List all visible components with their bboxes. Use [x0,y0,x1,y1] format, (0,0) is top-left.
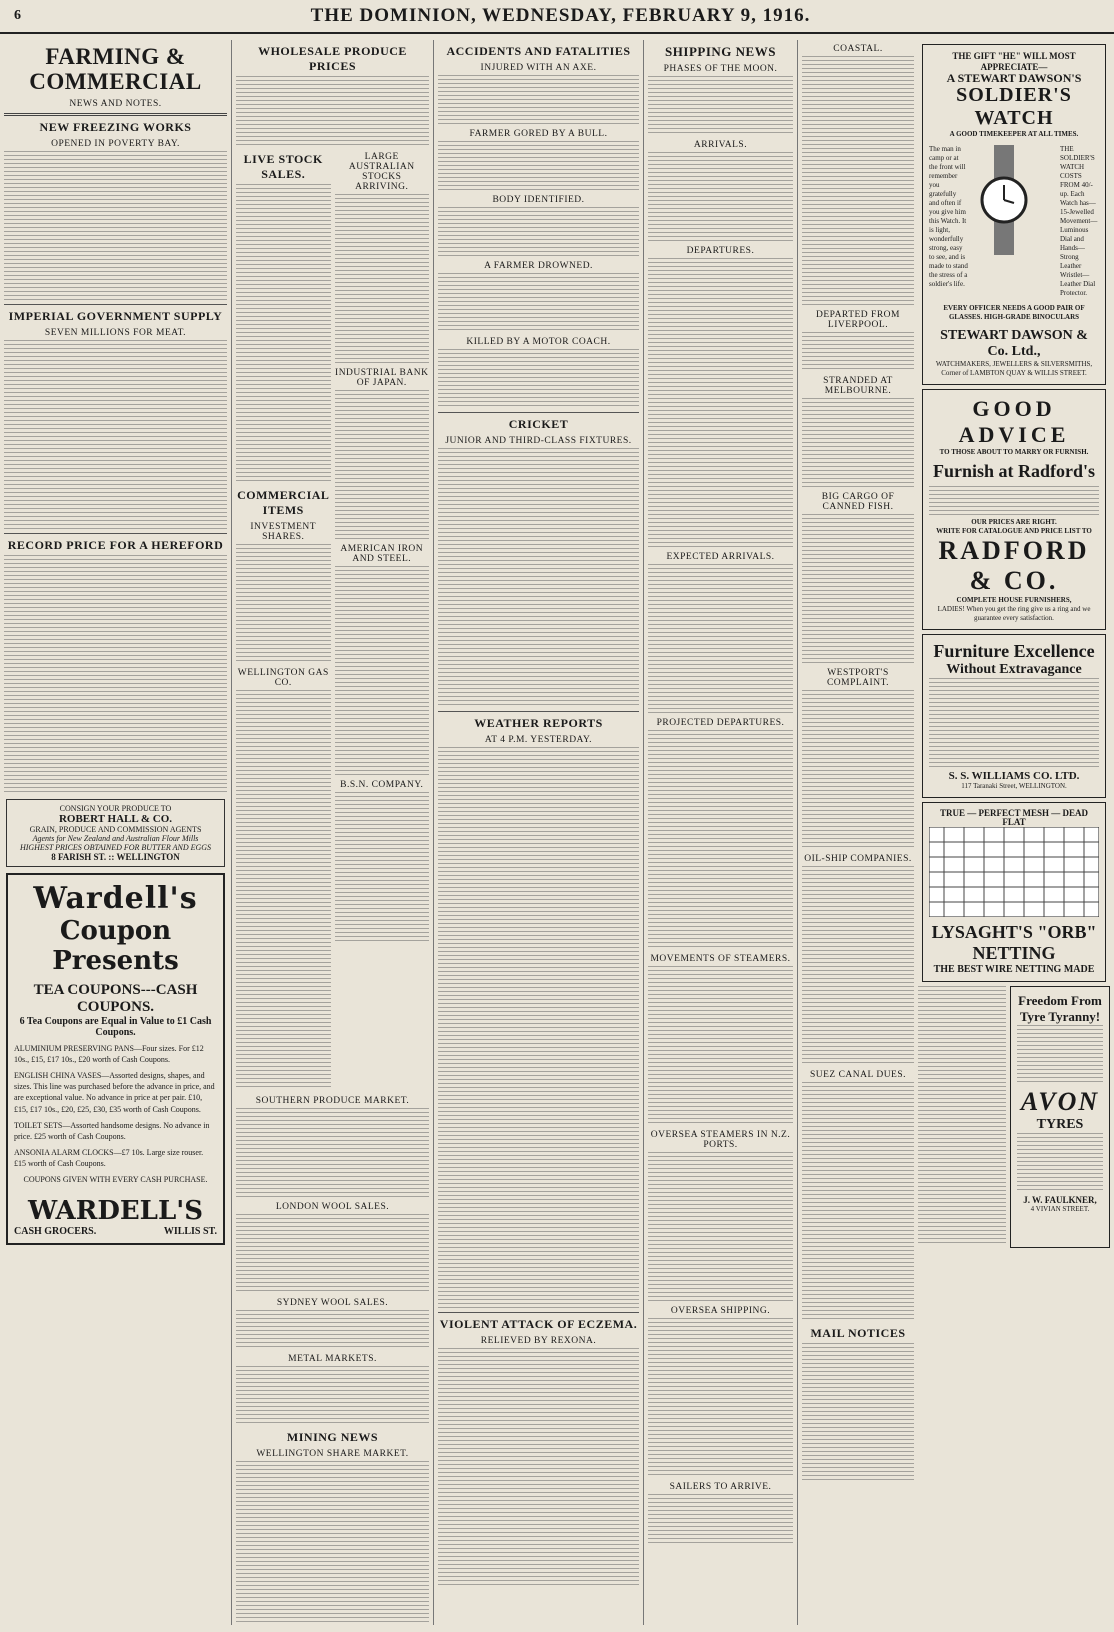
ad-text: THE SOLDIER'S WATCH COSTS FROM 40/- up. Each Watch has—15-Jewelled Movement—Luminous Dial and Hands—Strong Leather Wristlet—Leather Dial Protector. [1060,145,1098,297]
article-heading: SHIPPING NEWS [665,44,776,59]
article-body [236,184,331,484]
ad-text: GRAIN, PRODUCE AND COMMISSION AGENTS [29,824,202,834]
article-subheading: AMERICAN IRON AND STEEL. [340,544,424,564]
article-heading: COMMERCIAL ITEMS [237,488,330,517]
article-heading: VIOLENT ATTACK OF ECZEMA. [439,1317,638,1331]
article-subheading: INJURED WITH AN AXE. [480,63,597,73]
article-subheading: LONDON WOOL SALES. [275,1202,390,1212]
article-body [236,1366,429,1426]
article-body [648,1152,793,1302]
ad-wardells [6,873,225,1245]
ad-robert-hall [6,799,225,867]
article-subheading: PHASES OF THE MOON. [663,64,778,74]
article-body [802,514,914,664]
ad-body [929,486,1099,516]
ad-body [1017,1025,1103,1085]
article-subheading: FARMER GORED BY A BULL. [469,129,608,139]
ad-tag: Freedom From Tyre Tyranny! [1018,993,1102,1024]
article-body [648,966,793,1126]
article-body [802,866,914,1066]
ad-brand: AVON [1020,1087,1100,1116]
ad-title: Furniture Excellence [933,641,1095,661]
ad-footer-left: CASH GROCERS. [14,1225,97,1237]
netting-illustration [929,827,1099,917]
article-body [802,1343,914,1483]
article-body [648,152,793,242]
ad-avon [1010,986,1110,1248]
article-body [438,349,639,409]
article-subheading: OPENED IN POVERTY BAY. [51,138,180,149]
article-body [438,273,639,333]
ad-headline: Furnish at Radford's [932,461,1096,481]
ad-text: 6 Tea Coupons are Equal in Value to £1 Cash Coupons. [19,1015,212,1038]
ad-text: COMPLETE HOUSE FURNISHERS, [956,596,1072,604]
ad-sub: Without Extravagance [946,662,1082,677]
article-subheading: PROJECTED DEPARTURES. [656,718,785,728]
article-subheading: B.S.N. COMPANY. [340,780,424,790]
ad-footer-right: WILLIS ST. [163,1225,217,1237]
article-heading: CRICKET [508,417,569,431]
article-body [802,56,914,306]
article-body [438,1079,639,1309]
article-body [438,75,639,125]
ad-headline: Coupon Presents [52,915,179,976]
article-subheading: COASTAL. [833,44,883,54]
ad-text: The man in camp or at the front will remember you gratefully and often if you give him this Watch. It is light, wonderfully strong, easy to see, and is made to stand the stress of a soldier's life. [929,145,968,288]
article-heading: WHOLESALE PRODUCE PRICES [258,44,407,73]
article-body [648,1494,793,1544]
article-heading: LIVE STOCK SALES. [243,152,323,181]
article-subheading: STRANDED AT MELBOURNE. [823,376,893,396]
article-subheading: KILLED BY A MOTOR COACH. [466,337,611,347]
article-subheading: SOUTHERN PRODUCE MARKET. [255,1096,410,1106]
article-subheading: MOVEMENTS OF STEAMERS. [650,954,791,964]
article-body [918,986,1006,1246]
article-subheading: WELLINGTON SHARE MARKET. [256,1449,409,1459]
article-body [802,398,914,488]
article-subheading: INDUSTRIAL BANK OF JAPAN. [335,368,429,388]
article-body [236,690,331,1090]
article-subheading: AT 4 P.M. YESTERDAY. [484,735,593,745]
article-body [802,332,914,372]
article-subheading: LARGE AUSTRALIAN STOCKS ARRIVING. [348,152,415,192]
ad-sub: A STEWART DAWSON'S [946,71,1082,85]
article-subheading: INVESTMENT SHARES. [250,522,317,542]
ad-firm: STEWART DAWSON & Co. Ltd., [940,328,1088,359]
article-body [335,792,430,942]
ad-lysaght [922,802,1106,982]
article-body [648,730,793,950]
ad-tag: TRUE — PERFECT MESH — DEAD FLAT [939,808,1089,827]
page-number: 6 [14,8,21,23]
ad-sub: TO THOSE ABOUT TO MARRY OR FURNISH. [939,448,1089,456]
article-subheading: ARRIVALS. [693,140,748,150]
article-body [236,1461,429,1625]
article-body [438,1348,639,1588]
article-heading: MINING NEWS [286,1430,379,1444]
ad-item: ENGLISH CHINA VASES—Assorted designs, shapes, and sizes. This line was purchased before the advance in price, and are exceptional value. No advance in price at per pair. £10, £15, £17 10s., £20, £25, £30, £35 worth of Cash Coupons. [14,1070,215,1114]
article-subheading: A FARMER DROWNED. [484,261,593,271]
article-body [648,1318,793,1478]
ad-tag: THE GIFT "HE" WILL MOST APPRECIATE— [952,51,1076,72]
article-body [438,141,639,191]
article-heading: RECORD PRICE FOR A HEREFORD [7,537,224,552]
section-banner: FARMING & COMMERCIAL [29,44,202,95]
ad-address: 4 VIVIAN STREET. [1030,1205,1090,1213]
ad-footer-brand: WARDELL'S [28,1195,203,1226]
ad-address: 117 Taranaki Street, WELLINGTON. [961,782,1067,790]
ad-firm: J. W. FAULKNER, [1023,1195,1097,1205]
article-body [335,566,430,776]
ad-sub: THE BEST WIRE NETTING MADE [933,964,1095,975]
article-heading: MAIL NOTICES [810,1326,906,1340]
article-subheading: JUNIOR AND THIRD-CLASS FIXTURES. [445,436,632,446]
article-subheading: BODY IDENTIFIED. [492,195,585,205]
article-subheading: RELIEVED BY REXONA. [480,1336,597,1346]
article-body [236,544,331,664]
ad-firm: RADFORD & CO. [938,536,1090,595]
article-body [4,340,227,530]
article-subheading: METAL MARKETS. [288,1354,377,1364]
ad-firm: S. S. WILLIAMS CO. LTD. [948,770,1080,782]
ad-furniture [922,634,1106,798]
ad-text: WRITE FOR CATALOGUE AND PRICE LIST TO [936,527,1092,535]
article-body [802,1082,914,1322]
ad-item: ALUMINIUM PRESERVING PANS—Four sizes. For £12 10s., £15, £17 10s., £20 worth of Cash Coupons. [14,1043,204,1064]
column-farming [0,40,232,1625]
ad-text: EVERY OFFICER NEEDS A GOOD PAIR OF GLASSES. HIGH-GRADE BINOCULARS [943,304,1085,321]
ad-text: HIGHEST PRICES OBTAINED FOR BUTTER AND EGGS [19,842,212,852]
article-body [335,390,430,540]
article-body [438,207,639,257]
ad-tagline: A GOOD TIMEKEEPER AT ALL TIMES. [949,130,1079,138]
article-body [335,194,430,364]
article-body [4,151,227,301]
ad-text: LADIES! When you get the ring give us a ring and we guarantee every satisfaction. [937,605,1091,622]
article-subheading: OVERSEA STEAMERS IN N.Z. PORTS. [650,1130,791,1150]
article-subheading: EXPECTED ARRIVALS. [666,552,775,562]
article-subheading: DEPARTED FROM LIVERPOOL. [816,310,900,330]
ad-subheadline: TEA COUPONS---CASH COUPONS. [33,981,198,1015]
article-body [236,1214,429,1294]
column-shipping [644,40,798,1625]
ad-text: Agents for New Zealand and Australian Flour Mills [32,833,199,843]
ad-item: TOILET SETS—Assorted handsome designs. No advance in price. £25 worth of Cash Coupons. [14,1120,210,1141]
ad-text: CONSIGN YOUR PRODUCE TO [59,803,172,813]
column-commercial [232,40,434,1625]
watch-illustration [974,145,1054,298]
column-ads [798,40,1114,1625]
ad-text: OUR PRICES ARE RIGHT. [971,518,1057,526]
article-subheading: WESTPORT'S COMPLAINT. [826,668,890,688]
ad-address: WATCHMAKERS, JEWELLERS & SILVERSMITHS, Corner of LAMBTON QUAY & WILLIS STREET. [935,360,1093,377]
article-heading: IMPERIAL GOVERNMENT SUPPLY [8,308,223,323]
ad-stewart-dawson [922,44,1106,385]
article-heading: ACCIDENTS AND FATALITIES [446,44,631,58]
ad-radford [922,389,1106,630]
ad-brand: Wardell's [33,880,198,916]
ad-firm: ROBERT HALL & CO. [58,812,173,825]
article-subheading: BIG CARGO OF CANNED FISH. [821,492,895,512]
article-body [438,448,639,708]
article-body [648,564,793,714]
article-subheading: SYDNEY WOOL SALES. [276,1298,389,1308]
ad-address: 8 FARISH ST. :: WELLINGTON [51,851,180,862]
article-subheading: SUEZ CANAL DUES. [809,1070,907,1080]
ad-title: GOOD ADVICE [958,396,1070,447]
article-subheading: DEPARTURES. [686,246,755,256]
newspaper-title: THE DOMINION, WEDNESDAY, FEBRUARY 9, 1916. [310,5,811,26]
column-accidents [434,40,644,1625]
article-body [648,258,793,548]
article-body [236,1108,429,1198]
ad-body [1017,1133,1103,1193]
masthead [0,0,1114,34]
article-subheading: OVERSEA SHIPPING. [670,1306,771,1316]
article-subheading: SEVEN MILLIONS FOR MEAT. [44,327,187,338]
article-subheading: WELLINGTON GAS CO. [237,668,329,688]
article-heading: WEATHER REPORTS [474,716,603,730]
ad-item: COUPONS GIVEN WITH EVERY CASH PURCHASE. [23,1175,208,1185]
ad-body [929,678,1099,768]
ad-sub: TYRES [1036,1117,1084,1132]
article-body [438,747,639,1077]
article-body [236,76,429,146]
section-banner-sub: NEWS AND NOTES. [69,98,162,109]
article-body [802,690,914,850]
ad-item: ANSONIA ALARM CLOCKS—£7 10s. Large size rouser. £15 worth of Cash Coupons. [14,1148,204,1169]
article-subheading: SAILERS TO ARRIVE. [669,1482,772,1492]
article-body [4,555,227,795]
ad-title: LYSAGHT'S "ORB" NETTING [931,922,1097,963]
article-subheading: OIL-SHIP COMPANIES. [804,854,912,864]
article-body [236,1310,429,1350]
article-heading: NEW FREEZING WORKS [39,119,192,134]
article-body [648,76,793,136]
ad-title: SOLDIER'S WATCH [956,84,1072,129]
